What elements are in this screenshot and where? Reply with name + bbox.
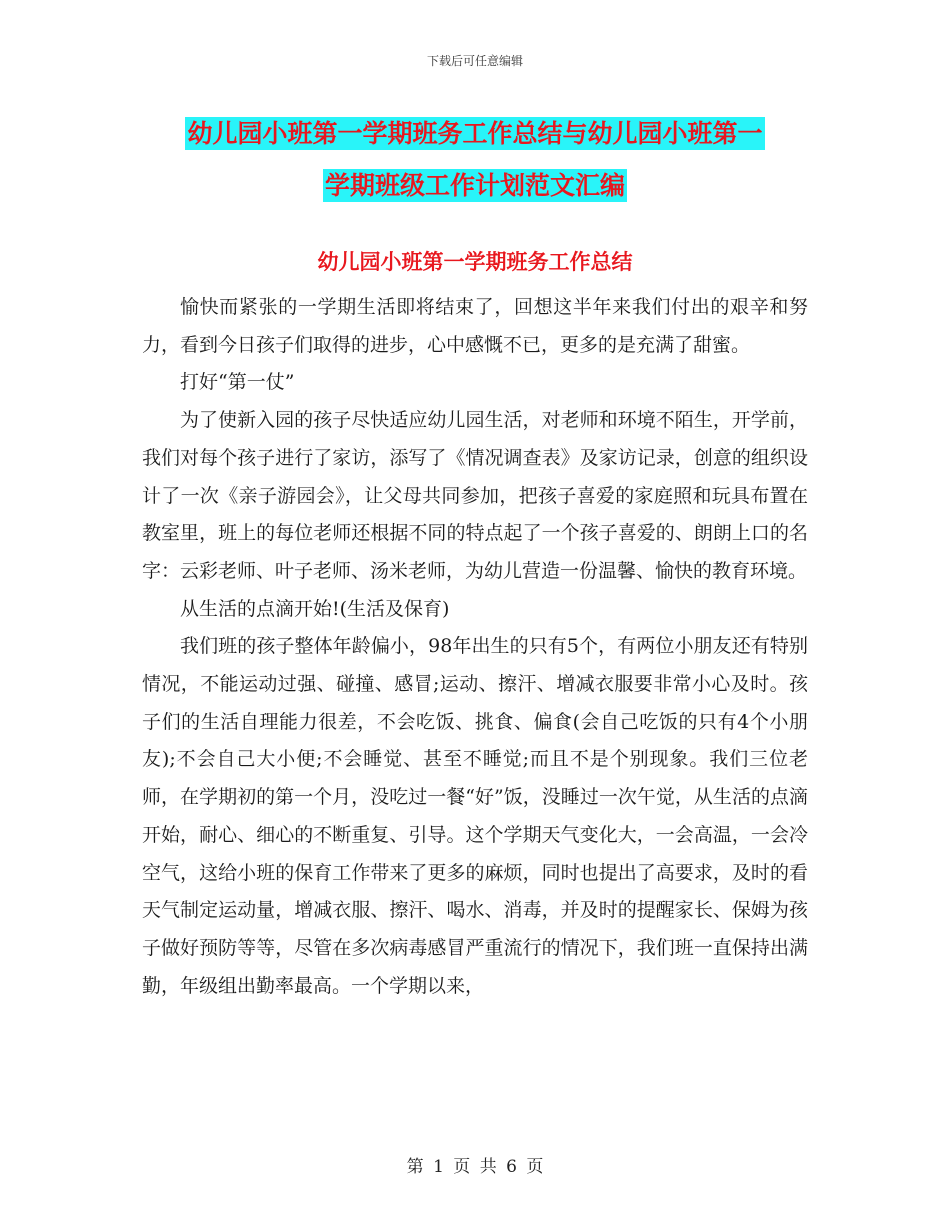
paragraph-adaptation: 为了使新入园的孩子尽快适应幼儿园生活，对老师和环境不陌生，开学前，我们对每个孩子进行了家访，添写了《情况调查表》及家访记录，创意的组织设计了一次《亲子游园会》，让父母共同参加，把孩子喜爱的家庭照和玩具布置在教室里，班上的每位老师还根据不同的特点起了一个孩子喜爱的、朗朗上口的名字：云彩老师、叶子老师、汤米老师，为幼儿营造一份温馨、愉快的教育环境。 [142, 409, 808, 582]
paragraph-daily-care: 我们班的孩子整体年龄偏小，98年出生的只有5个，有两位小朋友还有特别情况，不能运动过强、碰撞、感冒;运动、擦汗、增减衣服要非常小心及时。孩子们的生活自理能力很差，不会吃饭、挑食、偏食(会自己吃饭的只有4个小朋友);不会自己大小便;不会睡觉、甚至不睡觉;而且不是个别现象。我们三位老师，在学期初的第一个月，没吃过一餐“好”饭，没睡过一次午觉，从生活的点滴开始，耐心、细心的不断重复、引导。这个学期天气变化大，一会高温，一会冷空气，这给小班的保育工作带来了更多的麻烦，同时也提出了高要求，及时的看天气制定运动量，增减衣服、擦汗、喝水、消毒，并及时的提醒家长、保姆为孩子做好预防等等，尽管在多次病毒感冒严重流行的情况下，我们班一直保持出满勤，年级组出勤率最高。一个学期以来， [142, 635, 808, 997]
paragraph-heading-daily-life: 从生活的点滴开始!(生活及保育) [180, 597, 450, 620]
document-title-line-1: 幼儿园小班第一学期班务工作总结与幼儿园小班第一 [187, 119, 763, 148]
document-title-line-2: 学期班级工作计划范文汇编 [324, 171, 625, 200]
paragraph-heading-first-battle: 打好“第一仗” [180, 371, 295, 394]
page-footer: 第 1 页 共 6 页 [406, 1157, 544, 1177]
header-note: 下载后可任意编辑 [426, 54, 523, 68]
document-title [120, 108, 830, 212]
body-text [142, 289, 808, 1005]
paragraph-intro: 愉快而紧张的一学期生活即将结束了，回想这半年来我们付出的艰辛和努力，看到今日孩子们取得的进步，心中感慨不已，更多的是充满了甜蜜。 [142, 296, 808, 356]
section-title: 幼儿园小班第一学期班务工作总结 [317, 250, 633, 274]
